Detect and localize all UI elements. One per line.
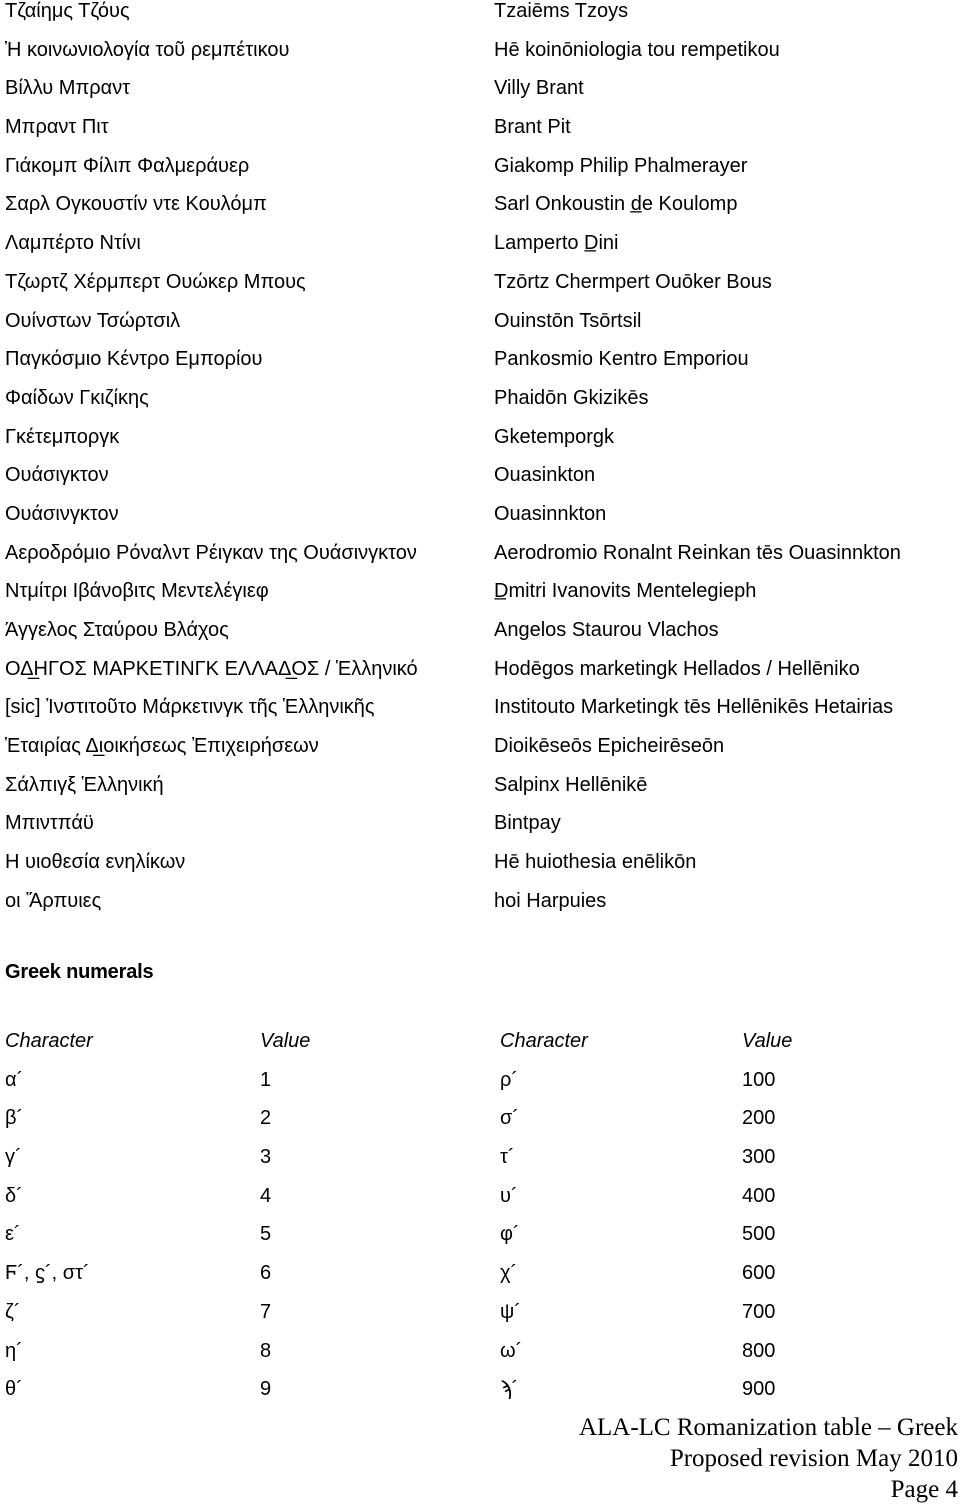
romanized-text: Brant Pit [494,116,571,139]
example-row [0,0,960,39]
numeral-value: 400 [742,1184,776,1207]
greek-text: Μπιντπάϋ [5,812,94,835]
numeral-value: 6 [260,1262,272,1285]
romanized-text: Bintpay [494,812,561,835]
numeral-character: θ´ [5,1378,23,1401]
romanized-text: Aerodromio Ronalnt Reinkan tēs Ouasinnkton [494,541,901,564]
greek-numerals-table [0,1030,960,1417]
numeral-character: ϡ´ [500,1378,519,1401]
numeral-value: 5 [260,1223,272,1246]
example-row [0,851,960,890]
numeral-character: ψ´ [500,1300,521,1323]
romanized-text: Angelos Staurou Vlachos [494,619,719,641]
romanized-text: Hē koinōniologia tou rempetikou [494,38,780,61]
example-row [0,271,960,310]
example-row [0,812,960,851]
greek-text: ΟΔ̲ΗΓΟΣ ΜΑΡΚΕΤΙΝΓΚ ΕΛΛΑΔ̲ΟΣ / Ἑλληνικό [5,657,418,680]
romanized-text: Giakomp Philip Phalmerayer [494,154,748,177]
greek-text: Σάλπιγξ Ἑλληνική [5,773,164,796]
footer-revision: Proposed revision May 2010 [669,1445,958,1472]
example-row [0,890,960,929]
greek-text: Τζαίημς Τζόυς [5,0,130,22]
header-character-right: Character [500,1030,588,1052]
romanized-text: Tzōrtz Chermpert Ouōker Bous [494,270,772,293]
numeral-value: 200 [742,1107,776,1130]
numeral-row [0,1069,960,1108]
numeral-value: 900 [742,1378,776,1401]
example-row [0,619,960,658]
numeral-value: 4 [260,1184,272,1207]
numeral-value: 9 [260,1378,272,1401]
numeral-character: η´ [5,1339,23,1362]
numeral-value: 600 [742,1262,776,1285]
example-row [0,426,960,465]
romanized-text: Gketemporgk [494,425,615,448]
example-row [0,155,960,194]
greek-text: Ντμίτρι Ιβάνοβιτς Μεντελέγιεφ [5,580,269,603]
greek-text: Αεροδρόμιο Ρόναλντ Ρέιγκαν της Ουάσινγκτον [5,541,417,564]
numeral-row [0,1185,960,1224]
example-row [0,387,960,426]
example-row [0,696,960,735]
romanized-text: Salpinx Hellēnikē [494,773,648,796]
numerals-body [0,1069,960,1417]
numeral-character: β´ [5,1107,24,1130]
numeral-value: 2 [260,1107,272,1130]
romanized-text: Pankosmio Kentro Emporiou [494,348,749,371]
romanized-text: Ouinstōn Tsōrtsil [494,309,642,332]
romanized-text: D̲mitri Ivanovits Mentelegieph [494,580,757,603]
example-row [0,348,960,387]
numeral-character: γ´ [5,1146,22,1169]
numeral-character: φ´ [500,1223,520,1246]
page-footer [579,1412,958,1505]
romanized-text: hoi Harpuies [494,889,607,912]
romanized-text: Dioikēseōs Epicheirēseōn [494,735,725,758]
header-value-left: Value [260,1030,311,1052]
header-character-left: Character [5,1030,93,1052]
numeral-value: 100 [742,1068,776,1091]
greek-text: Γκέτεμποργκ [5,425,120,448]
example-row [0,735,960,774]
numeral-value: 3 [260,1146,272,1169]
example-row [0,774,960,813]
greek-text: οι Ἅρπυιες [5,889,102,912]
greek-text: Ἑταιρίας Δ̲ιοικήσεως Ἐπιχειρήσεων [5,735,319,758]
numeral-value: 8 [260,1339,272,1362]
example-row [0,193,960,232]
greek-text: Ἡ κοινωνιολογία τοῦ ρεμπέτικου [5,38,290,61]
example-row [0,116,960,155]
greek-text: Σαρλ Ογκουστίν ντε Κουλόμπ [5,193,267,216]
example-row [0,77,960,116]
numeral-character: Ϝ´, ϛ´, στ´ [5,1262,90,1285]
header-value-right: Value [742,1030,793,1052]
numeral-row [0,1301,960,1340]
romanized-text: Sarl Onkoustin d̲e Koulomp [494,193,738,216]
example-row [0,464,960,503]
romanized-text: Ouasinkton [494,464,596,487]
greek-text: Μπραντ Πιτ [5,116,109,139]
greek-numerals-heading: Greek numerals [5,961,154,983]
numeral-character: τ´ [500,1146,515,1169]
greek-text: Ουάσινγκτον [5,502,119,525]
numeral-row [0,1340,960,1379]
numeral-character: ω´ [500,1339,523,1362]
example-row [0,39,960,78]
footer-title: ALA-LC Romanization table – Greek [578,1414,958,1441]
numeral-row [0,1107,960,1146]
numeral-row [0,1262,960,1301]
numeral-value: 800 [742,1339,776,1362]
numeral-character: σ´ [500,1107,520,1130]
greek-text: Τζωρτζ Χέρμπερτ Ουώκερ Μπους [5,270,306,293]
numeral-value: 7 [260,1300,272,1323]
greek-text: Η υιοθεσία ενηλίκων [5,851,186,874]
numeral-character: ε´ [5,1223,21,1246]
numeral-character: δ´ [5,1184,23,1207]
romanized-text: Lamperto D̲ini [494,232,619,255]
romanized-text: Phaidōn Gkizikēs [494,386,649,409]
numeral-character: ζ´ [5,1300,21,1323]
greek-text: Ουάσιγκτον [5,464,109,487]
numerals-header-row [0,1030,960,1069]
numeral-character: α´ [5,1068,24,1091]
example-row [0,232,960,271]
romanized-text: Villy Brant [494,77,584,100]
footer-page-number: Page 4 [890,1476,958,1503]
example-row [0,542,960,581]
greek-text: Βίλλυ Μπραντ [5,77,131,100]
greek-text: Γιάκομπ Φίλιπ Φαλμεράυερ [5,154,250,177]
greek-text: Φαίδων Γκιζίκης [5,386,149,409]
greek-text: Λαμπέρτο Ντίνι [5,232,141,255]
romanized-text: Hē huiothesia enēlikōn [494,851,697,874]
example-row [0,580,960,619]
example-row [0,310,960,349]
numeral-row [0,1223,960,1262]
greek-text: Παγκόσμιο Κέντρο Εμπορίου [5,348,263,371]
greek-text: Άγγελος Σταύρου Βλάχος [5,619,229,641]
greek-text: Ουίνστων Τσώρτσιλ [5,309,181,332]
numeral-value: 300 [742,1146,776,1169]
romanized-text: Institouto Marketingk tēs Hellēnikēs Hetairias [494,696,894,719]
romanized-text: Tzaiēms Tzoys [494,0,629,22]
numeral-character: ρ´ [500,1068,519,1091]
greek-text: [sic] Ἰνστιτοῦτο Μάρκετινγκ τῆς Ἑλληνικῆς [5,696,375,719]
example-row [0,503,960,542]
romanized-text: Ouasinnkton [494,502,607,525]
numeral-value: 700 [742,1300,776,1323]
romanized-text: Hodēgos marketingk Hellados / Hellēniko [494,657,860,680]
numeral-value: 1 [260,1068,272,1091]
numeral-character: υ´ [500,1184,518,1207]
numeral-value: 500 [742,1223,776,1246]
numeral-row [0,1146,960,1185]
example-row [0,658,960,697]
numeral-character: χ´ [500,1262,518,1285]
